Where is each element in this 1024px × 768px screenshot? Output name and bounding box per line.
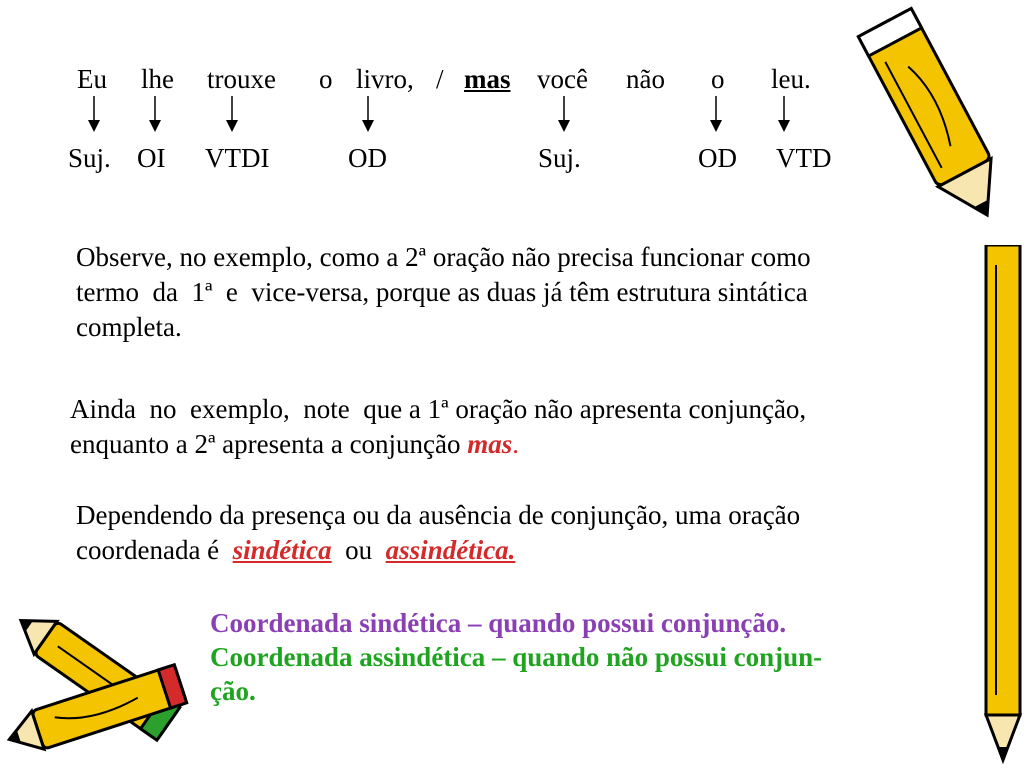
emphasis-sindetica: sindética	[232, 535, 332, 565]
label-od: OD	[348, 143, 387, 173]
paragraph-line: Dependendo da presença ou da ausência de conjunção, uma oração	[76, 500, 801, 530]
label-od-2: OD	[698, 143, 737, 173]
pencil-icon	[0, 655, 205, 768]
definition-assindetica: Coordenada assindética – quando não possui conjun-	[210, 642, 823, 672]
paragraph-dependendo	[76, 498, 1006, 568]
paragraph-text: ou	[331, 535, 386, 565]
word-livro: livro,	[356, 64, 414, 94]
emphasis-assindetica: assindética.	[385, 535, 516, 565]
label-suj: Suj.	[68, 143, 111, 173]
paragraph-line: Observe, no exemplo, como a 2ª oração não precisa funcionar como	[76, 242, 811, 272]
pencil-icon	[972, 245, 1024, 765]
emphasis-mas: mas	[467, 429, 513, 459]
paragraph-line: Ainda no exemplo, note que a 1ª oração não apresenta conjunção,	[70, 394, 807, 424]
paragraph-period: .	[512, 429, 520, 459]
paragraph-ainda	[70, 392, 1010, 462]
pencil-icon	[855, 0, 1015, 235]
label-oi: OI	[137, 143, 166, 173]
definition-sindetica: Coordenada sindética – quando possui conjunção.	[210, 608, 787, 638]
paragraph-observe	[76, 240, 1006, 345]
word-o: o	[319, 64, 333, 94]
label-suj-2: Suj.	[538, 143, 581, 173]
paragraph-line	[76, 533, 1006, 568]
paragraph-line: termo da 1ª e vice-versa, porque as duas já têm estrutura sintática	[76, 277, 808, 307]
word-lhe: lhe	[141, 64, 174, 94]
label-vtdi: VTDI	[205, 143, 270, 173]
word-voce: você	[537, 64, 588, 94]
paragraph-line	[70, 427, 1010, 462]
paragraph-text: enquanto a 2ª apresenta a conjunção	[70, 429, 468, 459]
definition-assindetica-cont: ção.	[210, 676, 256, 706]
word-leu: leu.	[771, 64, 811, 94]
word-eu: Eu	[77, 64, 107, 94]
paragraph-text: coordenada é	[76, 535, 233, 565]
label-vtd: VTD	[776, 143, 832, 173]
paragraph-line: completa.	[76, 312, 182, 342]
word-mas: mas	[464, 64, 511, 94]
word-slash: /	[436, 64, 444, 94]
summary-definitions	[210, 606, 990, 708]
word-trouxe: trouxe	[207, 64, 276, 94]
word-o-2: o	[711, 64, 725, 94]
word-nao: não	[626, 64, 665, 94]
